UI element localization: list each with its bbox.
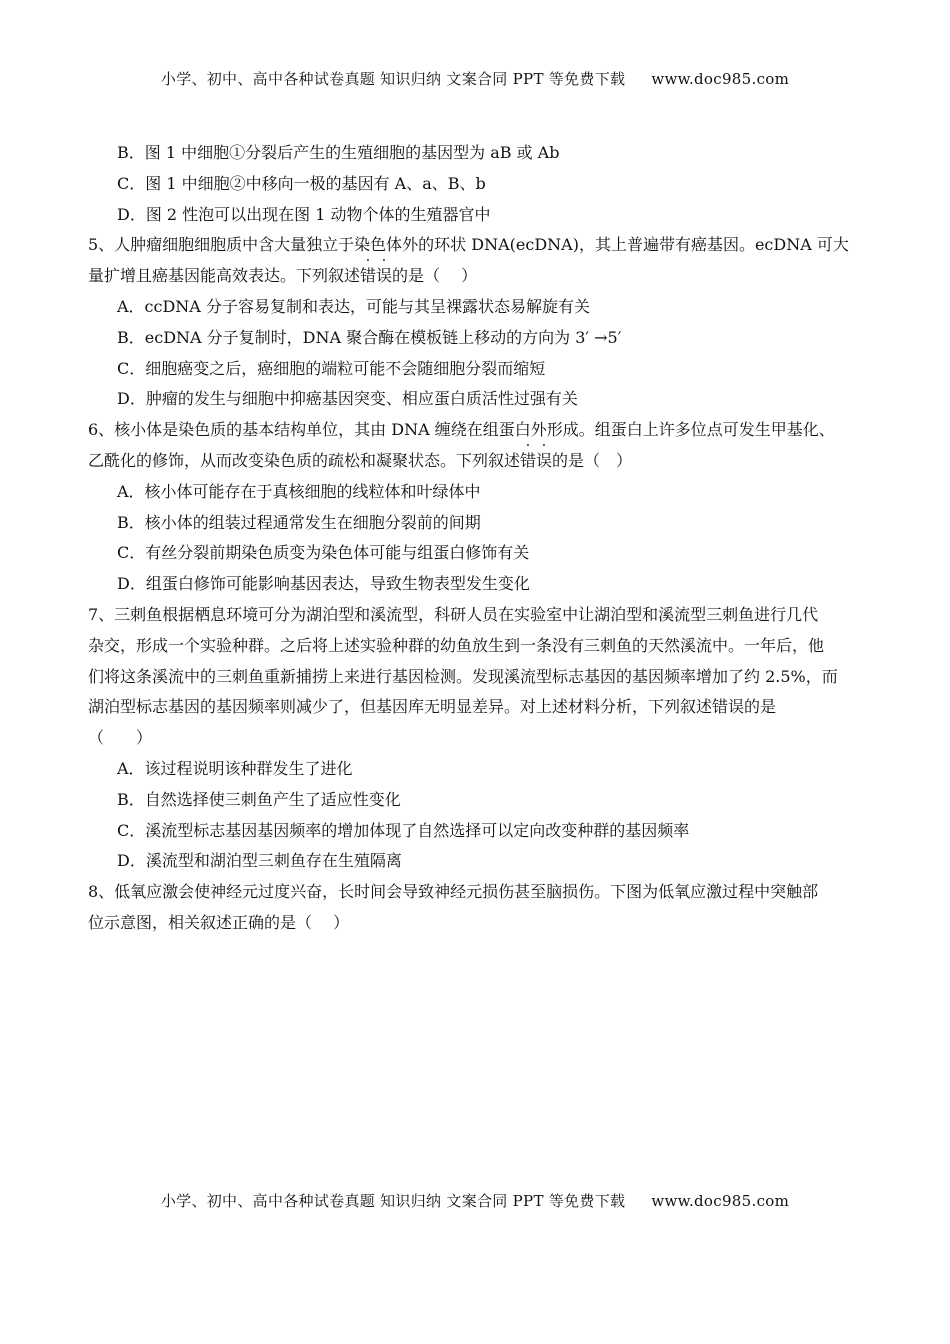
q7-option-d: D．溪流型和湖泊型三刺鱼存在生殖隔离: [117, 851, 402, 871]
q5-stem-pre: 量扩增且癌基因能高效表达。下列叙述: [88, 266, 361, 286]
q6-stem-post: 的是（ ）: [552, 450, 633, 470]
q7-stem-line1: 7、三刺鱼根据栖息环境可分为湖泊型和溪流型，科研人员在实验室中让湖泊型和溪流型三刺鱼进行几代: [88, 604, 819, 624]
q5-emphasis-char-1: 错: [360, 266, 377, 286]
q5-option-c: C．细胞癌变之后，癌细胞的端粒可能不会随细胞分裂而缩短: [117, 358, 546, 378]
q6-emphasis-char-1: 错: [520, 450, 537, 470]
q6-option-d: D．组蛋白修饰可能影响基因表达，导致生物表型发生变化: [117, 574, 530, 594]
q7-stem-line5: （ ）: [88, 728, 153, 748]
page-footer: [0, 1190, 950, 1211]
q8-stem-line1: 8、低氧应激会使神经元过度兴奋，长时间会导致神经元损伤甚至脑损伤。下图为低氧应激过程中突触部: [88, 882, 819, 902]
q6-stem-line1: 6、核小体是染色质的基本结构单位，其由 DNA 缠绕在组蛋白外形成。组蛋白上许多位点可发生甲基化、: [88, 420, 835, 440]
q5-stem-line1: 5、人肿瘤细胞细胞质中含大量独立于染色体外的环状 DNA(ecDNA)，其上普遍带有癌基因。ecDNA 可大: [88, 235, 849, 255]
q5-option-b: B．ecDNA 分子复制时，DNA 聚合酶在模板链上移动的方向为 3′ →5′: [117, 327, 622, 347]
q7-option-a: A．该过程说明该种群发生了进化: [117, 758, 353, 778]
footer-url[interactable]: www.doc985.com: [651, 1192, 790, 1210]
q6-option-b: B．核小体的组装过程通常发生在细胞分裂前的间期: [117, 512, 481, 532]
q4-option-d: D．图 2 性泡可以出现在图 1 动物个体的生殖器官中: [117, 204, 491, 224]
q6-stem-line2: [88, 446, 868, 477]
q8-stem-line2: 位示意图，相关叙述正确的是（ ）: [88, 912, 350, 932]
q7-stem-line3: 们将这条溪流中的三刺鱼重新捕捞上来进行基因检测。发现溪流型标志基因的基因频率增加了约 2.5%，而: [88, 666, 838, 686]
header-text: 小学、初中、高中各种试卷真题 知识归纳 文案合同 PPT 等免费下载: [160, 70, 626, 88]
q4-option-b: B．图 1 中细胞①分裂后产生的生殖细胞的基因型为 aB 或 Ab: [117, 143, 560, 162]
q7-stem-line2: 杂交，形成一个实验种群。之后将上述实验种群的幼鱼放生到一条没有三刺鱼的天然溪流中。一年后，他: [88, 635, 825, 655]
q4-option-c: C．图 1 中细胞②中移向一极的基因有 A、a、B、b: [117, 173, 486, 193]
q7-option-b: B．自然选择使三刺鱼产生了适应性变化: [117, 789, 401, 809]
q7-option-c: C．溪流型标志基因基因频率的增加体现了自然选择可以定向改变种群的基因频率: [117, 820, 690, 840]
q6-option-c: C．有丝分裂前期染色质变为染色体可能与组蛋白修饰有关: [117, 543, 530, 563]
q5-stem-post: 的是（ ）: [392, 266, 478, 286]
q5-emphasis-char-2: 误: [376, 266, 393, 286]
header-url[interactable]: www.doc985.com: [651, 70, 790, 88]
footer-text: 小学、初中、高中各种试卷真题 知识归纳 文案合同 PPT 等免费下载: [160, 1192, 626, 1210]
exam-content: [88, 138, 868, 939]
q6-option-a: A．核小体可能存在于真核细胞的线粒体和叶绿体中: [117, 481, 481, 501]
q5-option-a: A．ccDNA 分子容易复制和表达，可能与其呈裸露状态易解旋有关: [117, 296, 590, 316]
q6-stem-pre: 乙酰化的修饰，从而改变染色质的疏松和凝聚状态。下列叙述: [88, 450, 521, 470]
page-header: [0, 68, 950, 89]
q6-emphasis-char-2: 误: [536, 450, 553, 470]
q7-stem-line4: 湖泊型标志基因的基因频率则减少了，但基因库无明显差异。对上述材料分析，下列叙述错误的是: [88, 697, 777, 717]
q5-option-d: D．肿瘤的发生与细胞中抑癌基因突变、相应蛋白质活性过强有关: [117, 389, 578, 409]
q5-stem-line2: [88, 261, 868, 292]
